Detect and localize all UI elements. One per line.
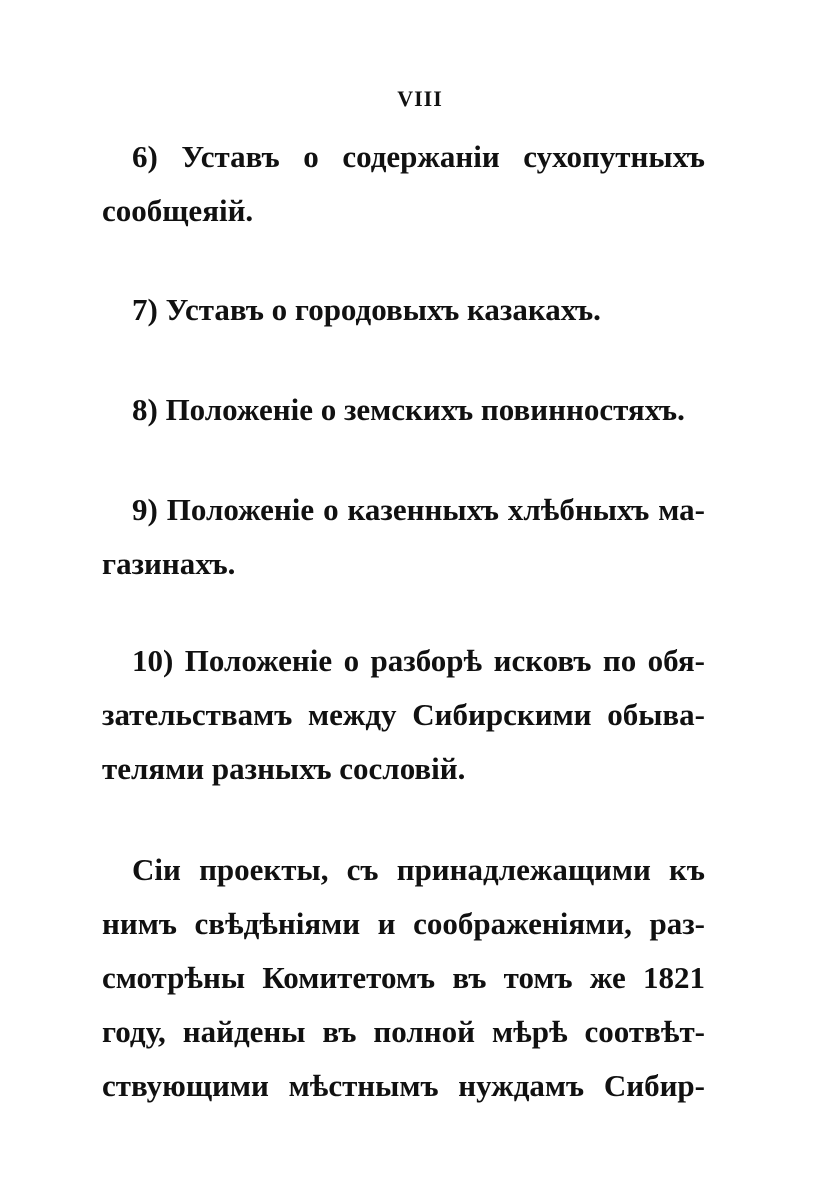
text-line: смотрѣны Комитетомъ въ томъ же 1821	[102, 960, 705, 995]
text-line: сообщеяій.	[102, 193, 254, 228]
text-line: году, найдены въ полной мѣрѣ соотвѣт-	[102, 1014, 705, 1049]
text-line: нимъ свѣдѣніями и соображеніями, раз-	[102, 906, 705, 941]
list-item-7	[102, 283, 705, 337]
list-item-10	[102, 634, 705, 796]
text-line: Сіи проекты, съ принадлежащими къ	[132, 852, 705, 887]
page-number: VIII	[397, 86, 443, 111]
list-item-9	[102, 483, 705, 591]
text-line: 9) Положеніе о казенныхъ хлѣбныхъ ма-	[132, 492, 705, 527]
text-line: зательствамъ между Сибирскими обыва-	[102, 697, 705, 732]
text-line: телями разныхъ сословій.	[102, 751, 466, 786]
list-item-6	[102, 130, 705, 238]
text-line: 6) Уставъ о содержаніи сухопутныхъ	[132, 139, 705, 174]
text-line: 10) Положеніе о разборѣ исковъ по обя-	[132, 643, 705, 678]
text-line: ствующими мѣстнымъ нуждамъ Сибир-	[102, 1068, 705, 1103]
text-line: 8) Положеніе о земскихъ повинностяхъ.	[132, 392, 685, 427]
text-line: газинахъ.	[102, 546, 236, 581]
text-line: 7) Уставъ о городовыхъ казакахъ.	[132, 292, 601, 327]
list-item-8	[102, 383, 705, 437]
body-paragraph	[102, 843, 705, 1113]
